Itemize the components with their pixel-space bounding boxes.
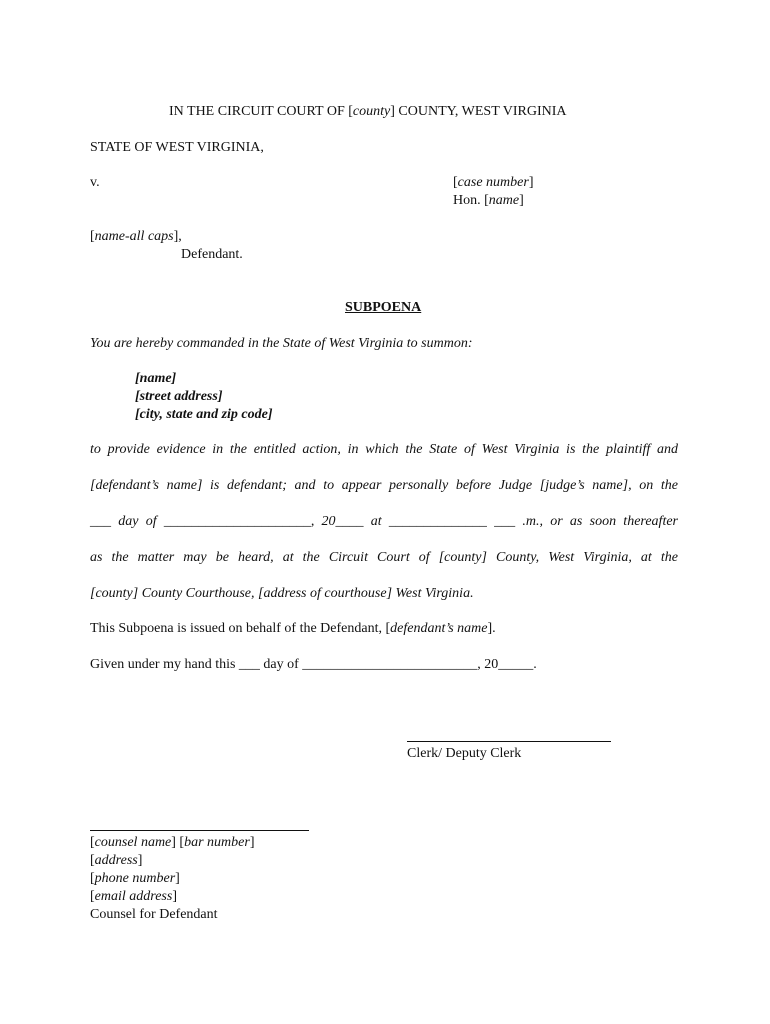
email-placeholder: email address (94, 889, 173, 904)
given-statement: Given under my hand this ___ day of _________________________, 20_____. (90, 657, 537, 672)
phone-placeholder: phone number (94, 871, 176, 886)
case-number-placeholder: case number (457, 175, 529, 190)
case-number-close: ] (528, 175, 534, 190)
judge-prefix: Hon. [ (453, 193, 489, 208)
address-open: [ (90, 853, 95, 868)
summoned-name-text: [name] (135, 371, 177, 386)
issued-statement (90, 620, 496, 638)
body-line-1: to provide evidence in the entitled action, in which the State of West Virginia is the plaintiff and (90, 442, 678, 457)
address-close: ] (137, 853, 143, 868)
counsel-role: Counsel for Defendant (90, 907, 218, 922)
counsel-name-line (90, 834, 255, 852)
summoned-street: [street address] (135, 389, 223, 404)
email-open: [ (90, 889, 95, 904)
judge-line (453, 192, 524, 210)
defendant-close: ], (173, 229, 182, 244)
counsel-phone-line (90, 870, 180, 888)
body-line-5: [county] County Courthouse, [address of courthouse] West Virginia. (90, 586, 474, 601)
summoned-city: [city, state and zip code] (135, 407, 273, 422)
issued-suffix: ]. (487, 621, 496, 636)
counsel-name-mid: ] [ (171, 835, 185, 850)
address-placeholder: address (94, 853, 138, 868)
counsel-signature-line (90, 830, 309, 831)
counsel-name-open: [ (90, 835, 95, 850)
counsel-email-line (90, 888, 177, 906)
counsel-name-placeholder: counsel name (94, 835, 172, 850)
phone-open: [ (90, 871, 95, 886)
issued-defendant-placeholder: defendant’s name (390, 621, 488, 636)
defendant-open: [ (90, 229, 95, 244)
defendant-name-line (90, 228, 182, 246)
bar-number-placeholder: bar number (184, 835, 250, 850)
plaintiff-name: STATE OF WEST VIRGINIA, (90, 140, 264, 155)
court-heading-suffix: ] COUNTY, WEST VIRGINIA (390, 104, 567, 119)
document-title: SUBPOENA (345, 300, 422, 315)
judge-name-placeholder: name (488, 193, 520, 208)
body-line-2: [defendant’s name] is defendant; and to appear personally before Judge [judge’s name], on the (90, 478, 678, 493)
issued-prefix: This Subpoena is issued on behalf of the Defendant, [ (90, 621, 391, 636)
case-number-line (453, 174, 534, 192)
defendant-name-placeholder: name-all caps (94, 229, 174, 244)
email-close: ] (172, 889, 177, 904)
command-text: You are hereby commanded in the State of West Virginia to summon: (90, 336, 473, 351)
versus-label: v. (90, 175, 100, 190)
body-line-4: as the matter may be heard, at the Circuit Court of [county] County, West Virginia, at the (90, 550, 678, 565)
defendant-label: Defendant. (181, 247, 243, 262)
bar-number-close: ] (249, 835, 255, 850)
case-number-open: [ (453, 175, 458, 190)
clerk-signature-line (407, 741, 611, 742)
judge-close: ] (519, 193, 524, 208)
court-heading-prefix: IN THE CIRCUIT COURT OF [ (169, 104, 353, 119)
court-heading (169, 103, 567, 121)
clerk-label: Clerk/ Deputy Clerk (407, 746, 522, 761)
body-line-3: ___ day of _____________________, 20____ at ______________ ___ .m., or as soon thereafter (90, 514, 678, 529)
phone-close: ] (175, 871, 180, 886)
summoned-name (135, 370, 176, 388)
counsel-address-line (90, 852, 142, 870)
court-county-placeholder: county (352, 104, 391, 119)
